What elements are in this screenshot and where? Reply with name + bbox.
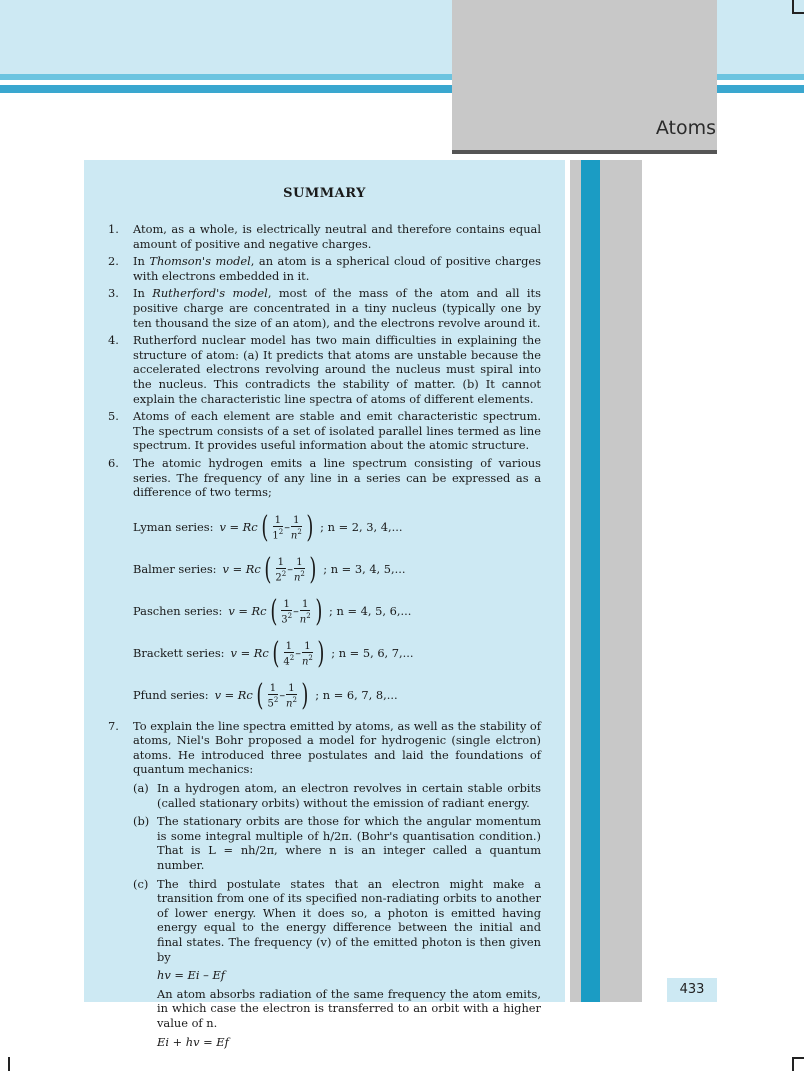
side-bar-blue — [581, 160, 600, 1002]
series-formula: Lyman series: v = Rc ( $\frac{1}{1^2}$ – $\frac{1}{n^2}$ ) ; n = 2, 3, 4,... — [133, 509, 403, 545]
summary-item-5: 5. Atoms of each element are stable and emit characteristic spectrum. The spectrum consists of a set of isolated parallel lines termed as line spectrum. It provides useful information about the atomic structure. — [108, 409, 541, 453]
summary-item-2: 2. In Thomson's model, an atom is a spherical cloud of positive charges with electrons embedded in it. — [108, 254, 541, 283]
summary-item-1: 1. Atom, as a whole, is electrically neutral and therefore contains equal amount of positive and negative charges. — [108, 222, 541, 251]
absorption-text: An atom absorbs radiation of the same frequency the atom emits, in which case the electron is transferred to an orbit with a higher value of n. — [157, 986, 541, 1030]
series-formula: Balmer series: v = Rc ( $\frac{1}{2^2}$ – $\frac{1}{n^2}$ ) ; n = 3, 4, 5,... — [133, 551, 406, 587]
series-formula: Pfund series: v = Rc ( $\frac{1}{5^2}$ – $\frac{1}{n^2}$ ) ; n = 6, 7, 8,... — [133, 677, 398, 713]
equation-absorption: Ei + hv = Ef — [157, 1034, 229, 1049]
series-formula: Brackett series: v = Rc ( $\frac{1}{4^2}$ – $\frac{1}{n^2}$ ) ; n = 5, 6, 7,... — [133, 635, 414, 671]
equation-emission: hv = Ei – Ef — [157, 968, 225, 983]
summary-item-6: 6. The atomic hydrogen emits a line spectrum consisting of various series. The frequency of any line in a series can be expressed as a difference of two terms; Lyman series: v = Rc ( $\frac{1}{1^2}$ – $\frac{1}{n^2}$ ) ; n = 2, 3, 4,... Balmer series: v = Rc ( $\frac{1}{2^2}$ – $\frac{1}{n^2}$ ) ; n = 3, 4, 5,... Paschen series: v = Rc ( $\frac{1}{3^2}$ – $\frac{1}{n^2}$ ) ; n = 4, 5, 6,... Brackett series: v = Rc ( $\frac{1}{4^2}$ – $\frac{1}{n^2}$ ) ; n = 5, 6, 7,... Pfund series: v = Rc ( $\frac{1}{5^2}$ – $\frac{1}{n^2}$ ) ; n = 6, 7, 8,... — [108, 455, 541, 713]
page-number: 433 — [667, 978, 717, 1002]
postulate-a: (a) In a hydrogen atom, an electron revolves in certain stable orbits (called stationary orbits) without the emission of radiant energy. — [133, 781, 541, 810]
crop-mark — [792, 1057, 804, 1059]
postulate-c: (c) The third postulate states that an electron might make a transition from one of its specified non-radiating orbits to another of lower energy. When it does so, a photon is emitted having energy equal to the energy difference between the initial and final states. The frequency (v) of the emitted photon is then given by hv = Ei – Ef An atom absorbs radiation of the same frequency the atom emits, in which case the electron is transferred to an orbit with a higher value of n. Ei + hv = Ef — [133, 876, 541, 1049]
chapter-box-shadow — [452, 150, 717, 154]
summary-content — [108, 222, 541, 1053]
summary-item-7: 7. To explain the line spectra emitted by atoms, as well as the stability of atoms, Niel's Bohr proposed a model for hydrogenic (single elctron) atoms. He introduced three postulates and laid the foundations of quantum mechanics: (a) In a hydrogen atom, an electron revolves in certain stable orbits (called stationary orbits) without the emission of radiant energy. (b) The stationary orbits are those for which the angular momentum is some integral multiple of h/2π. (Bohr's quantisation condition.) That is L = nh/2π, where n is an integer called a quantum number. (c) The third postulate states that an electron might make a transition from one of its specified non-radiating orbits to another of lower energy. When it does so, a photon is emitted having energy equal to the energy difference between the initial and final states. The frequency (v) of the emitted photon is then given by hv = Ei – Ef An atom absorbs radiation of the same frequency the atom emits, in which case the electron is transferred to an orbit with a higher value of n. Ei + hv = Ef — [108, 718, 541, 1049]
postulate-b: (b) The stationary orbits are those for which the angular momentum is some integral multiple of h/2π. (Bohr's quantisation condition.) That is L = nh/2π, where n is an integer called a quantum number. — [133, 814, 541, 873]
summary-item-3: 3. In Rutherford's model, most of the mass of the atom and all its positive charge are concentrated in a tiny nucleus (typically one by ten thousand the size of an atom), and the electrons revolve around it. — [108, 286, 541, 330]
chapter-title: Atoms — [655, 117, 716, 139]
summary-title: SUMMARY — [283, 186, 366, 201]
summary-item-4: 4. Rutherford nuclear model has two main difficulties in explaining the structure of atom: (a) It predicts that atoms are unstable because the accelerated electrons revolving around the nucleus must spiral into the nucleus. This contradicts the stability of matter. (b) It cannot explain the characteristic line spectra of atoms of different elements. — [108, 333, 541, 406]
crop-mark — [8, 1057, 10, 1071]
crop-mark — [792, 12, 804, 14]
series-formula: Paschen series: v = Rc ( $\frac{1}{3^2}$ – $\frac{1}{n^2}$ ) ; n = 4, 5, 6,... — [133, 593, 412, 629]
crop-mark — [792, 1057, 794, 1071]
